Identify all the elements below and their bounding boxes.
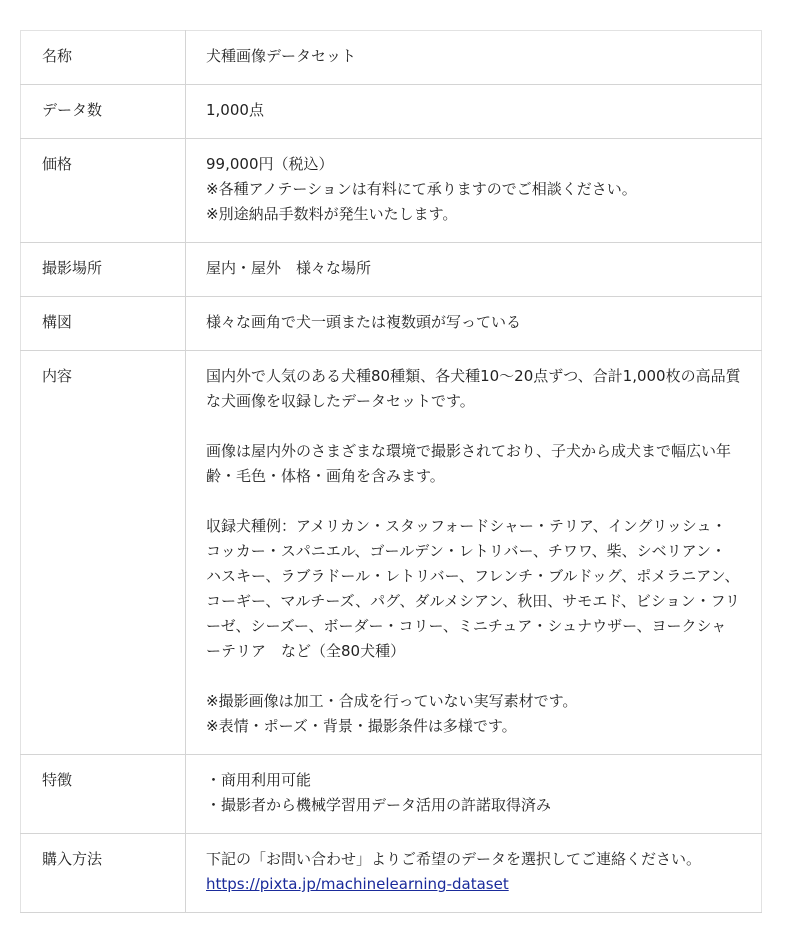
row-features	[21, 755, 762, 834]
row-value-purchase	[186, 834, 762, 913]
row-purchase	[21, 834, 762, 913]
row-label-purchase: 購入方法	[21, 834, 186, 913]
feature-ml-permission: ・撮影者から機械学習用データ活用の許諾取得済み	[206, 796, 552, 814]
contents-notes	[206, 689, 741, 739]
row-label-composition: 構図	[21, 297, 186, 351]
row-label-features: 特徴	[21, 755, 186, 834]
row-name	[21, 31, 762, 85]
purchase-instructions: 下記の「お問い合わせ」よりご希望のデータを選択してご連絡ください。	[206, 850, 702, 868]
row-price	[21, 139, 762, 243]
row-label-location: 撮影場所	[21, 243, 186, 297]
row-value-location	[186, 243, 762, 297]
row-label-name: 名称	[21, 31, 186, 85]
composition: 様々な画角で犬一頭または複数頭が写っている	[206, 313, 522, 331]
row-value-count	[186, 85, 762, 139]
price-note-delivery-fee: ※別途納品手数料が発生いたします。	[206, 205, 458, 223]
row-value-contents	[186, 351, 762, 755]
dataset-link[interactable]: https://pixta.jp/machinelearning-dataset	[206, 875, 509, 893]
row-label-count: データ数	[21, 85, 186, 139]
row-value-features	[186, 755, 762, 834]
price: 99,000円（税込）	[206, 155, 334, 173]
contents-environment: 画像は屋内外のさまざまな環境で撮影されており、子犬から成犬まで幅広い年齢・毛色・体格・画角を含みます。	[206, 442, 732, 485]
row-contents	[21, 351, 762, 755]
price-note-annotation: ※各種アノテーションは有料にて承りますのでご相談ください。	[206, 180, 637, 198]
row-label-price: 価格	[21, 139, 186, 243]
shooting-location: 屋内・屋外 様々な場所	[206, 259, 372, 277]
row-value-price	[186, 139, 762, 243]
contents-summary: 国内外で人気のある犬種80種類、各犬種10〜20点ずつ、合計1,000枚の高品質な犬画像を収録したデータセットです。	[206, 367, 741, 410]
note-variety: ※表情・ポーズ・背景・撮影条件は多様です。	[206, 717, 517, 735]
row-composition	[21, 297, 762, 351]
row-location	[21, 243, 762, 297]
note-unedited: ※撮影画像は加工・合成を行っていない実写素材です。	[206, 692, 578, 710]
dataset-name: 犬種画像データセット	[206, 47, 357, 65]
row-count	[21, 85, 762, 139]
dataset-spec-table	[20, 30, 762, 913]
contents-breed-examples: 収録犬種例：アメリカン・スタッフォードシャー・テリア、イングリッシュ・コッカー・スパニエル、ゴールデン・レトリバー、チワワ、柴、シベリアン・ハスキー、ラブラドール・レトリバー、フレンチ・ブルドッグ、ポメラニアン、コーギー、マルチーズ、パグ、ダルメシアン、秋田、サモエド、ビション・フリーゼ、シーズー、ボーダー・コリー、ミニチュア・シュナウザー、ヨークシャーテリア など（全80犬種）	[206, 517, 741, 660]
row-value-composition	[186, 297, 762, 351]
data-count: 1,000点	[206, 101, 264, 119]
row-value-name	[186, 31, 762, 85]
feature-commercial-use: ・商用利用可能	[206, 771, 312, 789]
row-label-contents: 内容	[21, 351, 186, 755]
